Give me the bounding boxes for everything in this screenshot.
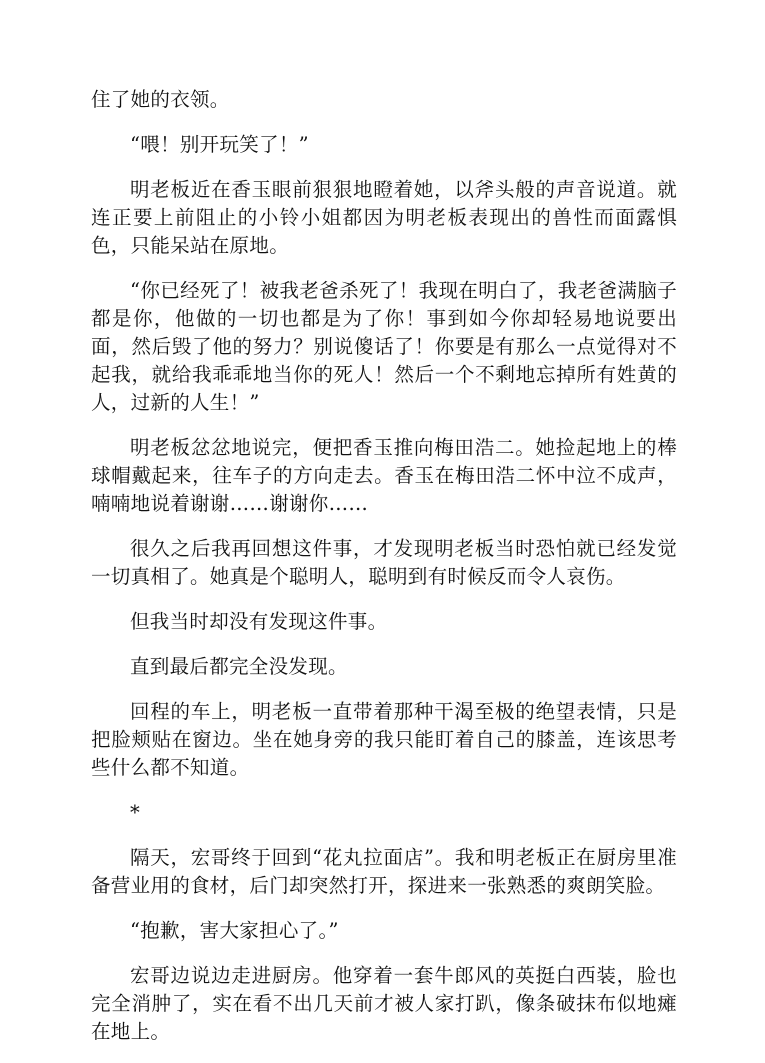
paragraph-recall: 很久之后我再回想这件事，才发现明老板当时恐怕就已经发觉一切真相了。她真是个聪明人，聪明到有时候反而令人哀伤。 bbox=[91, 537, 677, 588]
paragraph-dialogue-sorry: “抱歉，害大家担心了。” bbox=[130, 919, 339, 942]
paragraph-white-suit: 宏哥边说边走进厨房。他穿着一套牛郎风的英挺白西装，脸也完全消肿了，实在看不出几天前才被人家打趴，像条破抹布似地瘫在地上。 bbox=[91, 964, 677, 1043]
paragraph-continuation: 住了她的衣领。 bbox=[91, 88, 230, 111]
paragraph-until-end: 直到最后都完全没发现。 bbox=[130, 655, 348, 678]
document-page bbox=[91, 86, 677, 1063]
paragraph-next-day: 隔天，宏哥终于回到“花丸拉面店”。我和明老板正在厨房里准备营业用的食材，后门却突然打开，探进来一张熟悉的爽朗笑脸。 bbox=[91, 846, 677, 897]
paragraph-not-noticed: 但我当时却没有发现这件事。 bbox=[130, 610, 388, 633]
paragraph-push: 明老板忿忿地说完，便把香玉推向梅田浩二。她捡起地上的棒球帽戴起来，往车子的方向走去。香玉在梅田浩二怀中泣不成声，喃喃地说着谢谢……谢谢你…… bbox=[91, 436, 677, 515]
section-separator: * bbox=[130, 801, 140, 824]
paragraph-return-trip: 回程的车上，明老板一直带着那种干渴至极的绝望表情，只是把脸颊贴在窗边。坐在她身旁的我只能盯着自己的膝盖，连该思考些什么都不知道。 bbox=[91, 700, 677, 779]
paragraph-dialogue-dead: “你已经死了！被我老爸杀死了！我现在明白了，我老爸满脑子都是你，他做的一切也都是为了你！事到如今你却轻易地说要出面，然后毁了他的努力？别说傻话了！你要是有那么一点觉得对不起我，就给我乖乖地当你的死人！然后一个不剩地忘掉所有姓黄的人，过新的人生！” bbox=[91, 279, 677, 414]
paragraph-glare: 明老板近在香玉眼前狠狠地瞪着她，以斧头般的声音说道。就连正要上前阻止的小铃小姐都因为明老板表现出的兽性而面露惧色，只能呆站在原地。 bbox=[91, 178, 677, 257]
paragraph-dialogue-joke: “喂！别开玩笑了！” bbox=[130, 133, 309, 156]
